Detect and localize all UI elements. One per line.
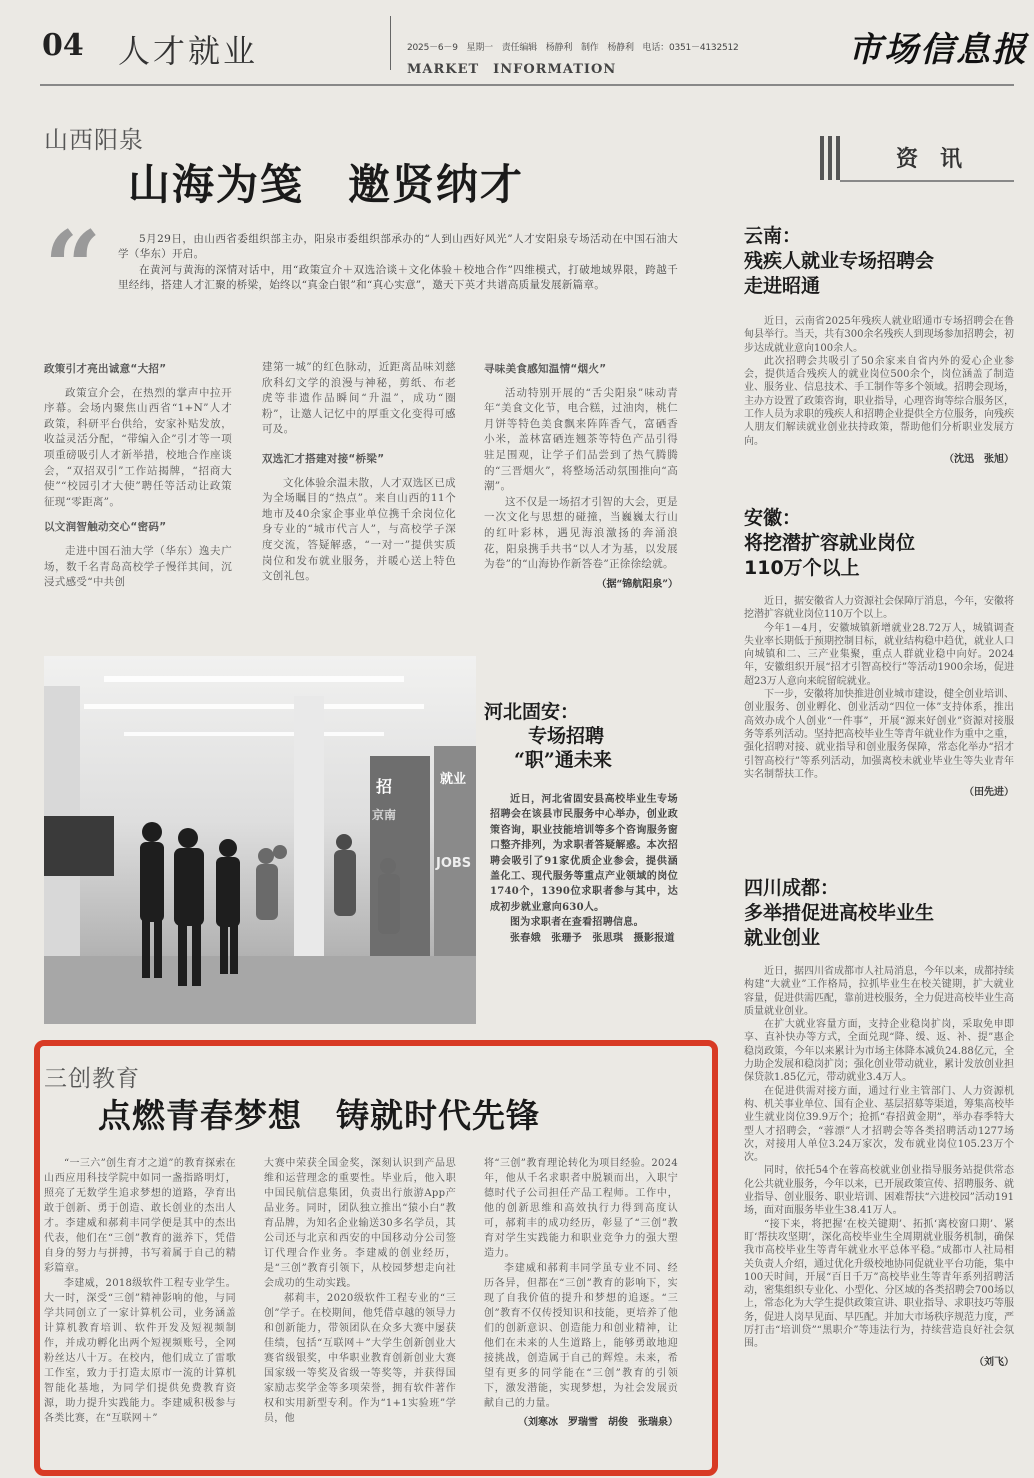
- paragraph: 将“三创”教育理论转化为项目经验。2024年，他从千名求职者中脱颖而出，入职宁德时代子公司担任产品工程师。工作中，他的创新思维和高效执行力得到高度认可，郝莉丰的成功经历，彰显了“三创”教育对学生实践能力和职业竞争力的强大塑造力。: [484, 1158, 678, 1259]
- paragraph: 李建威和郝莉丰同学虽专业不同、经历各异，但都在“三创”教育的影响下，实现了自我价值的提升和梦想的追逐。“三创”教育不仅传授知识和技能，更培养了他们的创新意识、创造能力和创业精神，让他们在未来的人生道路上，能够勇敢地迎接挑战，创造属于自己的辉煌。未来，希望有更多的同学能在“三创”教育的引领下，激发潜能，实现梦想，为社会发展贡献自己的力量。: [484, 1263, 678, 1409]
- masthead: [0, 0, 1034, 90]
- paragraph: 李建威，2018级软件工程专业学生。大一时，深受“三创”精神影响的他，与同学共同创立了一家计算机公司，业务涵盖计算机教育培训、软件开发及短视频制作，并成功孵化出两个短视频账号，全网粉丝达八十万。在校内，他们成立了雷歌工作室，致力于打造太原市一流的计算机智能化基地，为同学们提供免费教育资源，助力提升实践能力。李建威积极参与各类比赛，在“互联网＋”: [44, 1278, 236, 1424]
- paragraph: 近日，河北省固安县高校毕业生专场招聘会在该县市民服务中心举办，创业政策咨询，职业技能培训等多个咨询服务窗口整齐排列，为求职者答疑解惑。本次招聘会吸引了91家优质企业参会，提供涵盖化工、现代服务等重点产业领域的岗位1740个，1390位求职者参与其中，达成初步就业意向630人。: [490, 794, 678, 913]
- lead-intro: [118, 232, 678, 310]
- news-headline: 安徽：: [744, 507, 802, 529]
- lead-column-3: [484, 362, 678, 620]
- lead-intro-para: 5月29日，由山西省委组织部主办，阳泉市委组织部承办的“人到山西好风光”人才安阳泉专场活动在中国石油大学（华东）开启。: [118, 233, 678, 261]
- paragraph: 此次招聘会共吸引了50余家来自省内外的爱心企业参会，提供适合残疾人的就业岗位500余个，岗位涵盖了制造业、服务业、信息技术、手工制作等多个领域。招聘会现场，主办方设置了政策咨询，职业指导，心理咨询等综合服务区，工作人员为求职的残疾人和招聘企业提供全方位服务，向残疾人朋友们解读就业创业扶持政策，帮助他们分析职业发展方向。: [744, 355, 1014, 447]
- hebei-body: [484, 792, 678, 946]
- section-title: 人才就业: [118, 32, 259, 70]
- subhead: 双选汇才搭建对接“桥梁”: [262, 452, 385, 465]
- hebei-title-line: “职”通未来: [514, 749, 612, 771]
- photo-credit: 张春娥 张珊予 张思琪 摄影报道: [510, 932, 675, 944]
- lead-headline: 山海为笺 邀贤纳才: [128, 160, 525, 209]
- credit: （刘飞）: [974, 1356, 1014, 1368]
- news-headline: 四川成都：: [744, 877, 840, 899]
- news-body: [744, 965, 1014, 1368]
- news-body: [744, 315, 1014, 465]
- lead-kicker: 山西阳泉: [44, 126, 144, 154]
- sanchuang-headline: 点燃青春梦想 铸就时代先锋: [98, 1096, 540, 1135]
- paragraph: 大赛中荣获全国金奖，深刻认识到产品思维和运营理念的重要性。毕业后，他入职中国民航信息集团，负责出行旅游App产品业务。同时，团队独立推出“猿小白”教育品牌，为知名企业输送30多名学员，其公司还与北京和西安的中国移动分公司签订代理合作业务。李建威的创业经历，是“三创”教育引领下，从校园梦想走向社会成功的生动实践。: [264, 1158, 456, 1289]
- paragraph: 近日，云南省2025年残疾人就业昭通市专场招聘会在鲁甸县举行。当天，共有300余名残疾人到现场参加招聘会，初步达成就业意向100余人。: [744, 316, 1014, 354]
- paragraph: 在扩大就业容量方面，支持企业稳岗扩岗，采取免申即享、直补快办等方式，全面兑现“降、缓、返、补、提”惠企稳岗政策，今年以来累计为市场主体降本减负24.88亿元，全力助企发展和稳岗扩岗；强化创业带动就业，累计发放创业担保贷款1.85亿元，带动就业3.4万人。: [744, 1019, 1014, 1084]
- news-column-title: 资 讯: [896, 146, 963, 172]
- sanchuang-column-3: [484, 1156, 678, 1456]
- subhead: 政策引才亮出诚意“大招”: [44, 363, 167, 375]
- paragraph: 同时，依托54个在蓉高校就业创业指导服务站提供常态化公共就业服务，今年以来，已开展政策宣传、招聘服务、就业指导、创业服务、职业培训、困难帮扶“六进校园”活动191场，面对面服务毕业生38.41万人。: [744, 1165, 1014, 1217]
- booth-sign: JOBS: [436, 856, 472, 871]
- news-headline: 将挖潜扩容就业岗位: [744, 532, 916, 554]
- news-headline: 走进昭通: [744, 275, 821, 297]
- news-headline: 多举措促进高校毕业生: [744, 902, 935, 924]
- paragraph: 近日，据四川省成都市人社局消息，今年以来，成都持续构建“大就业”工作格局，拉抓毕业生在校关键期，扩大就业容量，促进供需匹配，靠前进校服务，全力促进高校毕业生高质量就业创业。: [744, 966, 1014, 1017]
- newspaper-logo: 市场信息报: [848, 30, 1028, 70]
- paragraph: 近日，据安徽省人力资源社会保障厅消息，今年，安徽将挖潜扩容就业岗位110万个以上。: [744, 596, 1014, 621]
- booth-sign: 京南: [372, 808, 397, 822]
- credit: （沈迅 张旭）: [944, 453, 1014, 465]
- masthead-meta: 2025－6－9 星期一 责任编辑 杨静利 制作 杨静利 电话：0351－4132512: [407, 43, 739, 53]
- paragraph: 在促进供需对接方面，通过行业主管部门、人力资源机构、机关事业单位、国有企业、基层招募等渠道，筹集高校毕业生就业岗位39.9万个；抢抓“春招黄金期”，举办春季特大型人才招聘会，“蓉漂”人才招聘会等各类招聘活动1277场次，对接用人单位3.24万家次，发布就业岗位105.23万个次。: [744, 1085, 1014, 1164]
- subhead: 以文润智触动交心“密码”: [44, 521, 167, 534]
- paragraph: 下一步，安徽将加快推进创业城市建设，健全创业培训、创业服务、创业孵化、创业活动“四位一体”支持体系，推出高效办成个人创业“一件事”，开展“源来好创业”资源对接服务等系列活动。坚持把高校毕业生等青年就业作为重中之重，强化招聘对接、就业指导和创业服务保障，常态化举办“招才引智高校行”等系列活动，加强离校未就业毕业生等失业青年实名制帮扶工作。: [744, 689, 1014, 780]
- paragraph: 政策宣介会，在热烈的掌声中拉开序幕。会场内聚焦山西省“1+N”人才政策，科研平台供给，安家补贴发放，收益灵活分配，“带编入企”引才等一项项重磅吸引人才新举措，校地合作座谈会，“双招双引”工作站揭牌，“招商大使”“校园引才大使”聘任等活动让政策征现“零距离”。: [44, 386, 232, 508]
- hebei-photo: [44, 656, 476, 1024]
- credit: （刘寒冰 罗瑞雪 胡俊 张瑞泉）: [518, 1417, 678, 1428]
- paragraph: 图为求职者在查看招聘信息。: [510, 917, 644, 929]
- news-headline: 就业创业: [744, 927, 821, 949]
- sanchuang-column-1: [44, 1156, 236, 1456]
- paragraph: 文化体验余温未散，人才双选区已成为全场瞩目的“热点”。来自山西的11个地市及40余家企事业单位携千余岗位化身专业的“城市代言人”，与高校学子深度交流，答疑解惑，“一对一”提供实质岗位和发布就业服务，并暖心送上特色文创礼包。: [262, 476, 456, 583]
- news-item: [744, 876, 1014, 1464]
- paragraph: 活动特别开展的“舌尖阳泉”味动青年“美食文化节，电合糕，过油肉，桃仁月饼等特色美食飘来阵阵香气，富硒香小米，盖林富硒连翘茶等特色产品引得驻足围观，让学子们品尝到了热气腾腾的“三晋烟火”，将整场活动氛围推向“高潮”。: [484, 386, 678, 493]
- masthead-en: MARKET INFORMATION: [407, 62, 617, 77]
- news-headline: 残疾人就业专场招聘会: [744, 250, 935, 272]
- lead-column-1: [44, 362, 232, 620]
- page-number: 04: [42, 28, 84, 63]
- news-item: [744, 506, 1014, 852]
- paragraph: 建第一城”的红色脉动，近距离品味刘慈欣科幻文学的浪漫与神秘，剪纸、布老虎等非遗作品瞬间“升温”，成功“圈粉”，让邀人记忆中的厚重文化变得可感可及。: [262, 361, 456, 436]
- paragraph: 今年1－4月，安徽城镇新增就业28.72万人，城镇调查失业率长期低于预期控制目标，就业结构稳中趋优，就业人口向城镇和二、三产业集聚，重点人群就业稳中向好。2024年，安徽组织开展“招才引智高校行”等活动1900余场，促进超23万人意向来皖留皖就业。: [744, 622, 1014, 687]
- paragraph: 郝莉丰，2020级软件工程专业的“三创”学子。在校期间，他凭借卓越的领导力和创新能力，带领团队在众多大赛中屡获佳绩，包括“互联网＋”大学生创新创业大赛省级银奖，中华职业教育创新创业大赛国家级一等奖及省级一等奖等，并获得国家励志奖学金等多项荣誉，拥有软件著作权和实用新型专利。作为“1+1实验班”学员，他: [264, 1293, 456, 1424]
- booth-sign: 招: [376, 777, 393, 796]
- paragraph: “一三六”创生育才之道”的教育探索在山西应用科技学院中如同一盏指路明灯，照亮了无数学生追求梦想的道路，孕育出敢于创新、勇于创造、敢长创业的杰出人才。李建威和郝莉丰同学便是其中的杰出代表，他们在“三创”教育的滋养下，凭借自身的努力与拼搏，书写着属于自己的精彩篇章。: [44, 1158, 236, 1274]
- header-bar: [828, 136, 832, 180]
- paragraph: “接下来，将把握‘在校关键期’、拓抓‘离校窗口期’、紧盯‘帮扶攻坚期’，深化高校毕业生全周期就业服务机制，确保我市高校毕业生等青年就业水平总体平稳。”成都市人社局相关负责人介绍，通过优化升级校地协同促就业平台功能，集中100天时间，开展“百日千万”高校毕业生等青年系列招聘活动，密集组织专业化、小型化、分区域的各类招聘会700场以上，常态化为大学生提供政策宣讲、职业指导、求职技巧等服务，促进人岗早见面、早匹配。并加大市场秩序规范力度，严厉打击“培训贷”“黑职介”等违法行为，持续营造良好社会氛围。: [744, 1218, 1014, 1350]
- sanchuang-column-2: [264, 1156, 456, 1456]
- sanchuang-kicker: 三创教育: [44, 1066, 140, 1092]
- masthead-divider: [390, 16, 391, 70]
- hebei-caption: [484, 700, 678, 1020]
- news-headline: 110万个以上: [744, 557, 860, 579]
- header-bar: [836, 136, 840, 180]
- news-item: [744, 224, 1014, 486]
- credit: （据“锦航阳泉”）: [596, 578, 678, 590]
- news-body: [744, 595, 1014, 798]
- photo-scene: [44, 656, 476, 1024]
- hebei-title-line: 河北固安：: [484, 701, 580, 723]
- subhead: 寻味美食感知温情“烟火”: [484, 363, 607, 375]
- masthead-rule: [40, 84, 1014, 86]
- quote-mark-icon: “: [44, 209, 102, 327]
- lead-intro-para: 在黄河与黄海的深情对话中，用“政策宣介＋双选洽谈＋文化体验＋校地合作”四维模式，打破地域界限，跨越千里经纬，搭建人才汇聚的桥梁，始终以“真金白银”和“真心实意”，邀天下英才共谱高质量发展新篇章。: [118, 263, 678, 292]
- booth-sign: 就业: [440, 772, 467, 787]
- paragraph: 走进中国石油大学（华东）逸夫广场，数千名青岛高校学子慢徉其间，沉浸式感受“中共创: [44, 544, 232, 589]
- hebei-title-line: 专场招聘: [528, 725, 605, 747]
- paragraph: 这不仅是一场招才引智的大会，更是一次文化与思想的碰撞，当巍巍太行山的红叶彩林，遇见海浪激扬的奔涌浪花，阳泉携手共书“以人才为基，以发展为卷”的“山海协作新答卷”正徐徐绘就。: [484, 495, 678, 571]
- header-bar: [820, 136, 824, 180]
- credit: （田先进）: [964, 787, 1014, 799]
- news-headline: 云南：: [744, 225, 802, 247]
- lead-column-2: [262, 360, 456, 620]
- header-underline: [840, 180, 1014, 182]
- news-column-header: [820, 136, 1014, 180]
